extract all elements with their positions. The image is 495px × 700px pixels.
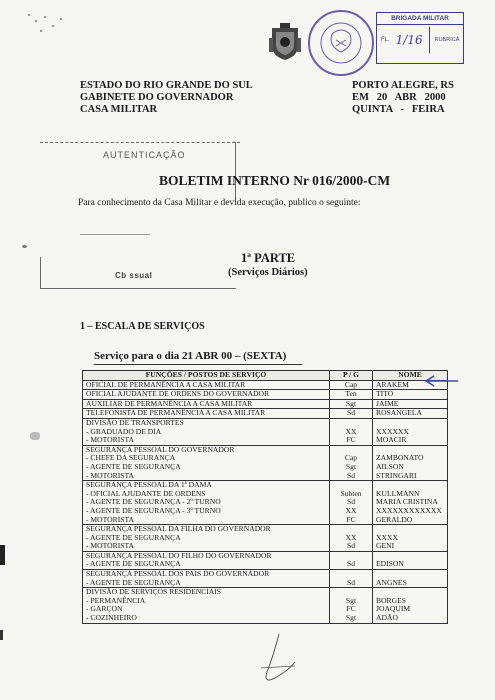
bulletin-title: BOLETIM INTERNO Nr 016/2000-CM: [159, 173, 391, 188]
function-line: TELEFONISTA DE PERMANÊNCIA A CASA MILITAR: [86, 408, 266, 418]
function-line: - AGENTE DE SEGURANÇA - 2º TURNO: [86, 497, 221, 507]
authentication-signer: Cb ssual: [115, 271, 153, 280]
table-row: [83, 570, 448, 588]
name-line: AILSON: [376, 461, 404, 471]
function-line: - AGENTE DE SEGURANÇA: [86, 559, 181, 569]
function-line: - AGENTE DE SEGURANÇA: [86, 577, 181, 587]
name-line: MARIA CRISTINA: [376, 497, 438, 507]
rank-line: Sd: [346, 541, 356, 551]
name-line: KULLMANN: [376, 488, 420, 498]
section-title: 1 – ESCALA DE SERVIÇOS: [80, 321, 205, 332]
function-cell: [83, 551, 330, 569]
name-cell: [373, 409, 448, 419]
function-line: - GARÇON: [86, 604, 123, 614]
rank-line: Cap: [344, 453, 358, 463]
rank-cell: [330, 390, 373, 400]
table-row: [83, 418, 448, 445]
table-row: [83, 445, 448, 480]
name-line: ANGNES: [376, 577, 407, 587]
stamp-rubrica: RUBRICA: [434, 37, 460, 43]
department-name: CASA MILITAR: [80, 104, 158, 115]
name-cell: [373, 525, 448, 552]
function-line: - MOTORISTA: [86, 470, 134, 480]
rank-line: Sd: [346, 470, 356, 480]
function-line: - MOTORISTA: [86, 541, 134, 551]
service-day-title: Serviço para o dia 21 ABR 00 – (SEXTA): [94, 350, 287, 362]
name-line: ZAMBONATO: [376, 453, 424, 463]
name-line: STRINGARI: [376, 470, 417, 480]
stamp-title: BRIGADA MILITAR: [377, 13, 463, 25]
rank-cell: [330, 570, 373, 588]
header-left: [80, 80, 253, 116]
function-line: OFICIAL AJUDANTE DE ORDENS DO GOVERNADOR: [86, 389, 270, 399]
function-cell: [83, 525, 330, 552]
name-line: MOACIR: [376, 435, 407, 445]
table-row: [83, 588, 448, 623]
name-line: TITO: [376, 389, 394, 399]
handwritten-signature: [255, 632, 315, 692]
rank-cell: [330, 445, 373, 480]
coat-of-arms-icon: [268, 22, 302, 62]
table-row: [83, 481, 448, 525]
name-line: JOAQUIM: [376, 604, 411, 614]
name-cell: [373, 481, 448, 525]
rank-line: FC: [346, 514, 356, 524]
bulletin-intro: Para conhecimento da Casa Militar e devida execução, publico o seguinte:: [78, 198, 361, 208]
name-line: ADÃO: [376, 613, 398, 623]
function-line: AUXILIAR DE PERMANÊNCIA A CASA MILITAR: [86, 398, 253, 408]
part-title: 1ª PARTE: [241, 251, 296, 265]
rank-cell: [330, 481, 373, 525]
office-name: GABINETE DO GOVERNADOR: [80, 92, 234, 103]
function-line: SEGURANÇA PESSOAL DO FILHO DO GOVERNADOR: [86, 550, 272, 560]
header-functions: FUNÇÕES / POSTOS DE SERVIÇO: [83, 371, 330, 381]
state-name: ESTADO DO RIO GRANDE DO SUL: [80, 80, 253, 91]
function-line: - AGENTE DE SEGURANÇA: [86, 461, 181, 471]
rank-line: Sgt: [345, 613, 357, 623]
function-line: SEGURANÇA PESSOAL DOS PAIS DO GOVERNADOR: [86, 569, 270, 579]
rank-line: Ten: [345, 389, 357, 399]
name-cell: [373, 445, 448, 480]
rank-line: Sd: [346, 497, 356, 507]
name-cell: [373, 390, 448, 400]
function-line: SEGURANÇA PESSOAL DA 1ª DAMA: [86, 480, 212, 490]
rank-line: XX: [345, 532, 357, 542]
name-line: GENI: [376, 541, 395, 551]
function-line: - OFICIAL AJUDANTE DE ORDENS: [86, 488, 206, 498]
rank-cell: [330, 418, 373, 445]
rank-line: XX: [345, 505, 357, 515]
function-line: - PERMANÊNCIA: [86, 595, 146, 605]
part-subtitle: (Serviços Diários): [228, 267, 308, 278]
function-cell: [83, 418, 330, 445]
rank-line: Subten: [340, 488, 362, 498]
function-line: DIVISÃO DE SERVIÇOS RESIDENCIAIS: [86, 587, 222, 597]
name-line: EDISON: [376, 559, 404, 569]
service-day-underline: [94, 364, 302, 365]
function-line: SEGURANÇA PESSOAL DO GOVERNADOR: [86, 444, 235, 454]
name-line: XXXXXX: [376, 426, 409, 436]
function-line: OFICIAL DE PERMANÊNCIA A CASA MILITAR: [86, 379, 246, 389]
name-line: ARAKEM: [376, 379, 409, 389]
table-header-row: [83, 371, 448, 381]
rank-line: Sd: [346, 577, 356, 587]
name-line: JAIME: [376, 398, 399, 408]
stamp-fl: FL.: [381, 37, 390, 43]
function-line: SEGURANÇA PESSOAL DA FILHA DO GOVERNADOR: [86, 524, 271, 534]
function-line: - AGENTE DE SEGURANÇA - 3º TURNO: [86, 505, 221, 515]
brigada-militar-stamp: [376, 12, 464, 64]
rank-line: Sgt: [345, 461, 357, 471]
table-row: [83, 525, 448, 552]
rank-cell: [330, 551, 373, 569]
name-line: XXXXXXXXXXXX: [376, 505, 442, 515]
name-line: ROSANGELA: [376, 408, 422, 418]
rank-line: Sd: [346, 408, 356, 418]
arrow-annotation-icon: [420, 374, 460, 388]
header-name: NOME: [373, 371, 448, 381]
header-rank: P / G: [330, 371, 373, 381]
rank-cell: [330, 525, 373, 552]
function-line: - GRADUADO DE DIA: [86, 426, 162, 436]
rank-line: FC: [346, 604, 356, 614]
rank-cell: [330, 588, 373, 623]
service-schedule-table: [82, 370, 448, 624]
function-line: - MOTORISTA: [86, 435, 134, 445]
scan-edge-mark: [0, 630, 3, 640]
function-line: DIVISÃO DE TRANSPORTES: [86, 417, 184, 427]
function-cell: [83, 445, 330, 480]
rank-line: Cap: [344, 379, 358, 389]
table-row: [83, 551, 448, 569]
function-cell: [83, 570, 330, 588]
name-line: GERALDO: [376, 514, 413, 524]
function-cell: [83, 588, 330, 623]
authentication-box: [40, 142, 236, 288]
stamp-page-number: 1/16: [395, 33, 423, 47]
scan-edge-mark: [0, 545, 5, 565]
rank-line: Sgt: [345, 595, 357, 605]
table-row: [83, 390, 448, 400]
name-cell: [373, 588, 448, 623]
weekday: QUINTA - FEIRA: [352, 104, 445, 115]
justice-seal-stamp: [308, 10, 374, 76]
name-cell: [373, 570, 448, 588]
header-right: [352, 80, 454, 116]
function-cell: [83, 481, 330, 525]
name-line: BORGES: [376, 595, 406, 605]
name-line: XXXX: [376, 532, 398, 542]
rank-line: FC: [346, 435, 356, 445]
rank-line: Sgt: [345, 398, 357, 408]
function-line: - MOTORISTA: [86, 514, 134, 524]
function-line: - CHEFE DA SEGURANÇA: [86, 453, 176, 463]
function-line: - AGENTE DE SEGURANÇA: [86, 532, 181, 542]
function-cell: [83, 390, 330, 400]
name-cell: [373, 551, 448, 569]
date: EM 20 ABR 2000: [352, 92, 446, 103]
function-line: - COZINHEIRO: [86, 613, 137, 623]
city: PORTO ALEGRE, RS: [352, 80, 454, 91]
rank-line: Sd: [346, 559, 356, 569]
name-cell: [373, 418, 448, 445]
authentication-title: AUTENTICAÇÃO: [103, 150, 186, 160]
rank-line: XX: [345, 426, 357, 436]
